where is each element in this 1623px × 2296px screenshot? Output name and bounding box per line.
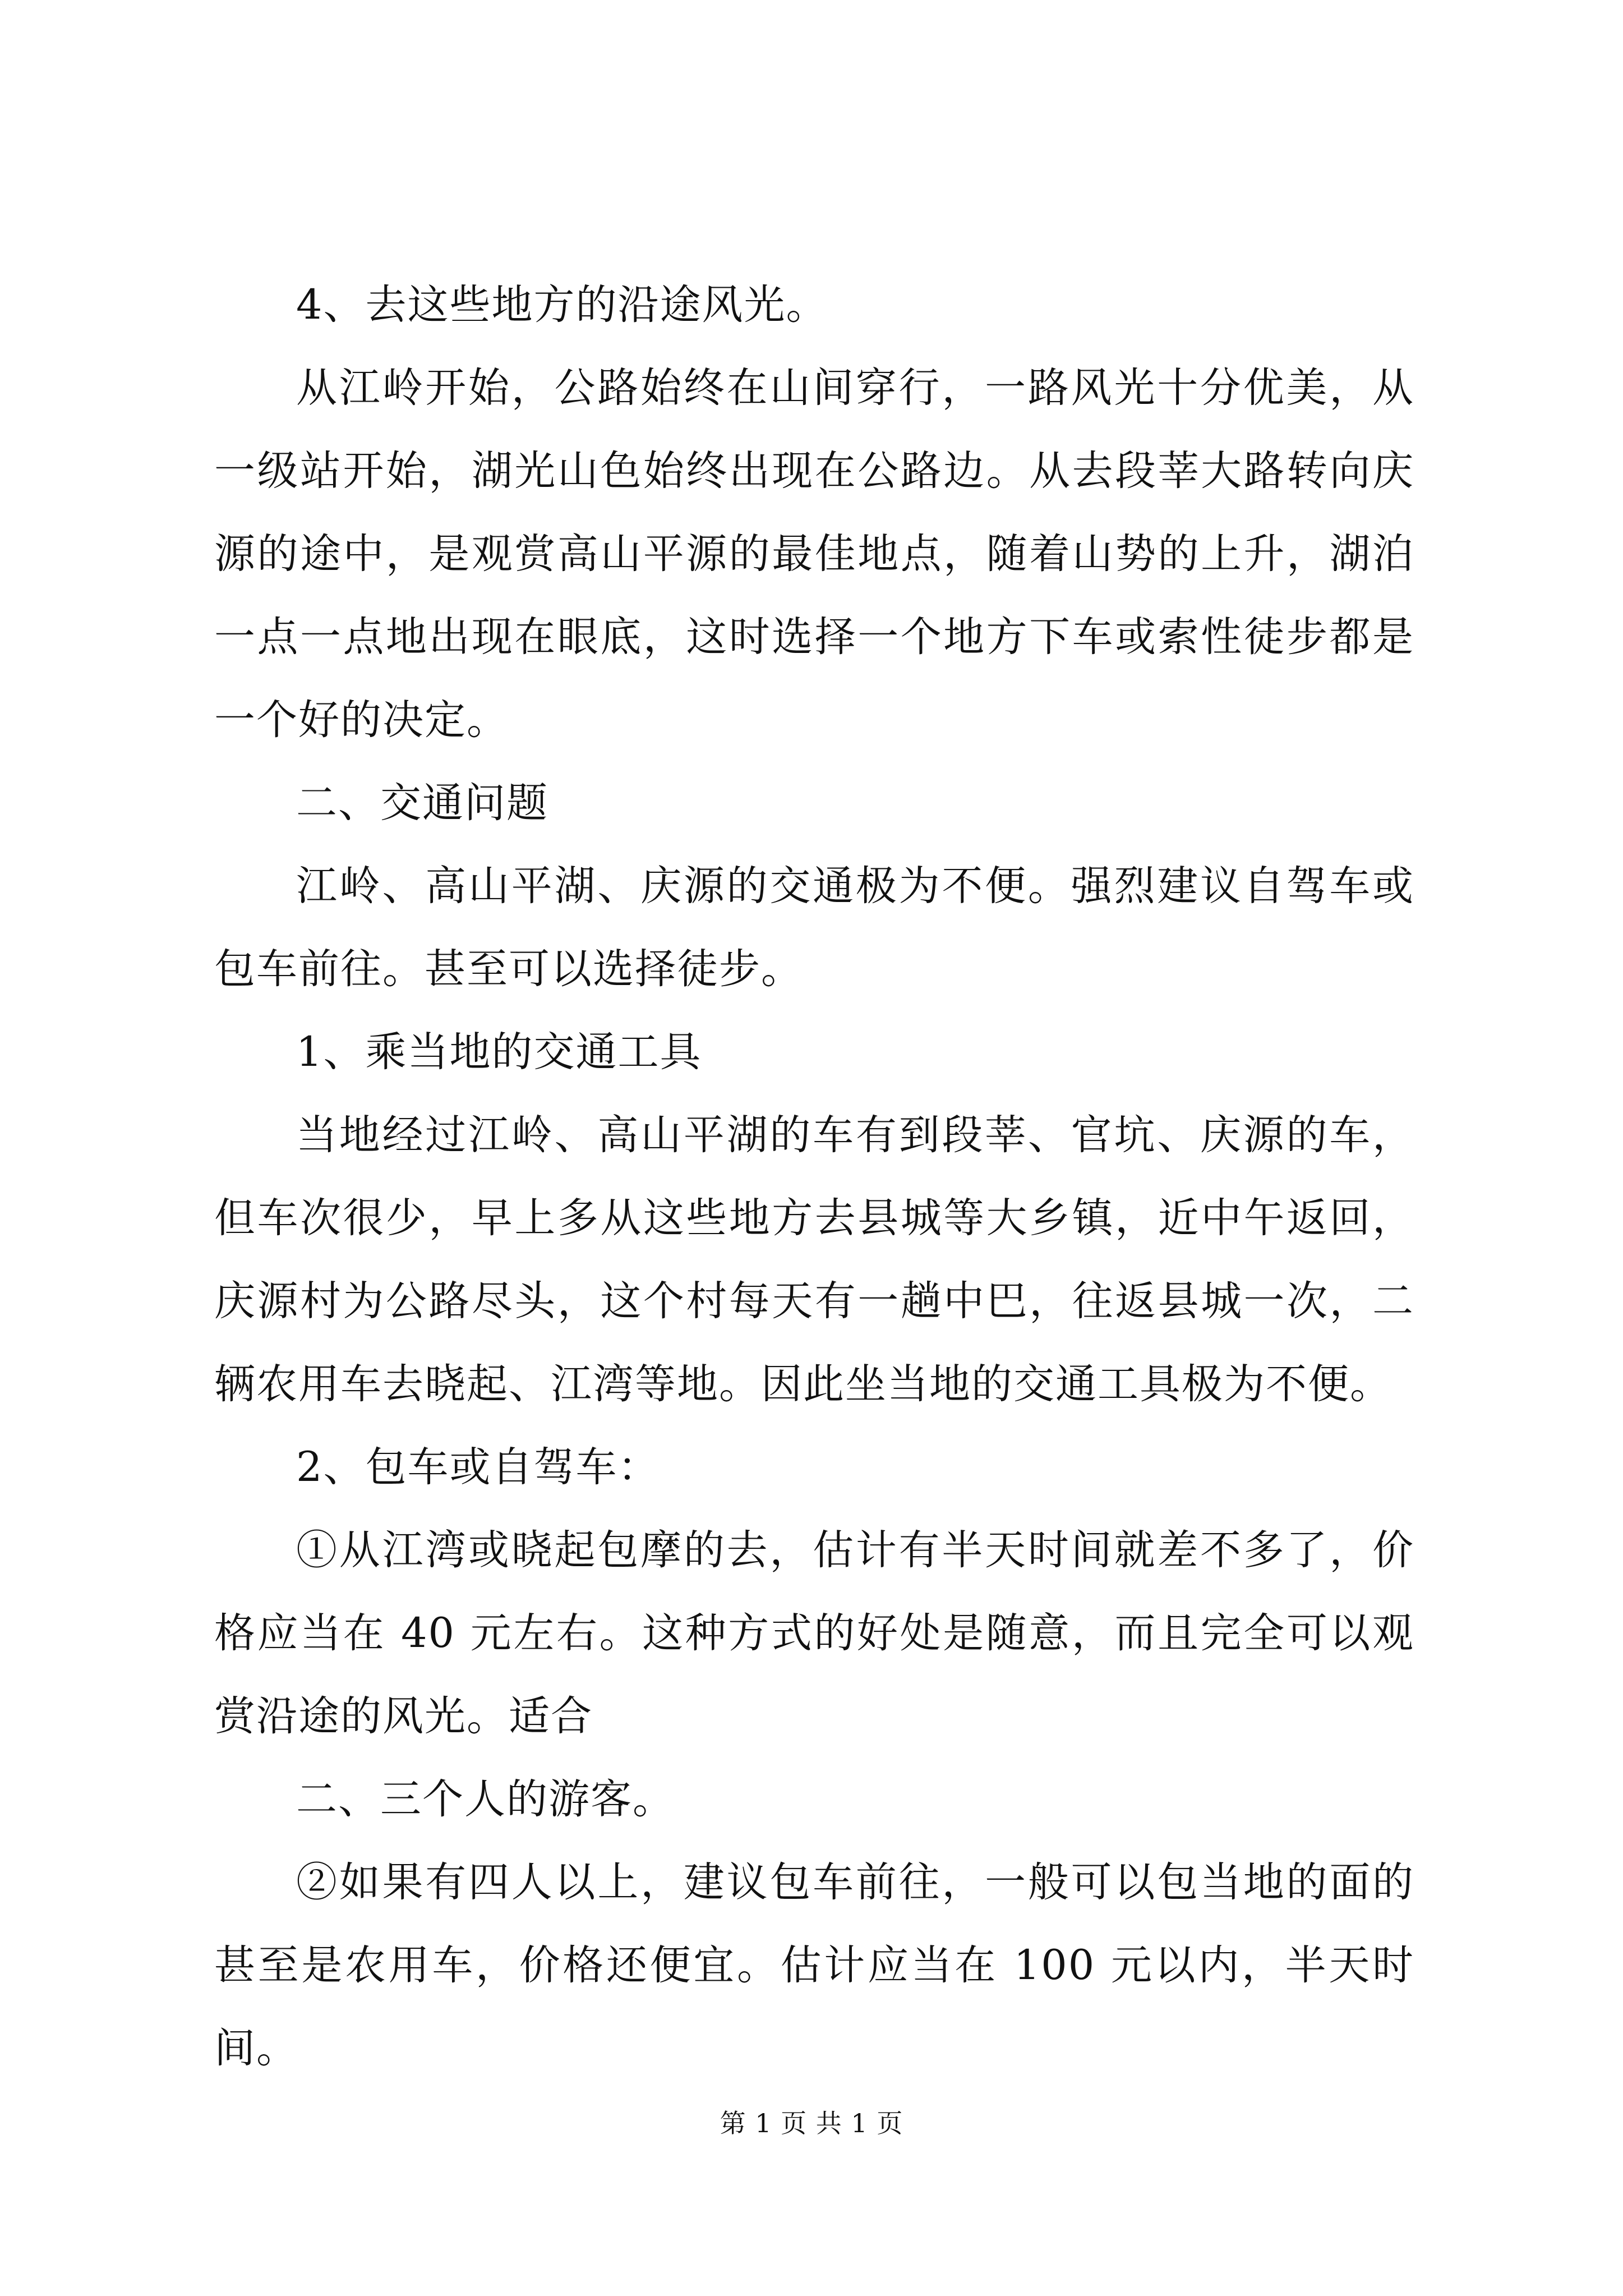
paragraph-transport-summary: 江岭、高山平湖、庆源的交通极为不便。强烈建议自驾车或包车前往。甚至可以选择徒步。 [214,862,1414,993]
paragraph-charter-option-1: ①从江湾或晓起包摩的去，估计有半天时间就差不多了，价格应当在 40 元左右。这种方式的好处是随意，而且完全可以观赏沿途的风光。适合 [214,1526,1414,1740]
paragraph-local-transport-description: 当地经过江岭、高山平湖的车有到段莘、官坑、庆源的车，但车次很少，早上多从这些地方去县城等大乡镇，近中午返回，庆源村为公路尽头，这个村每天有一趟中巴，往返县城一次，二辆农用车去晓起、江湾等地。因此坐当地的交通工具极为不便。 [214,1111,1414,1408]
page-footer: 第 1 页 共 1 页 [720,2108,903,2138]
paragraph-heading-charter: 2、包车或自驾车： [296,1443,660,1491]
paragraph-charter-option-2: ②如果有四人以上，建议包车前往，一般可以包当地的面的甚至是农用车，价格还便宜。估计应当在 100 元以内，半天时间。 [214,1858,1414,2072]
paragraph-heading-transport: 二、交通问题 [296,779,548,827]
document-body [214,264,1414,2090]
paragraph-heading-scenery: 4、去这些地方的沿途风光。 [296,281,828,329]
paragraph-charter-option-1-continued: 二、三个人的游客。 [296,1775,675,1823]
paragraph-scenery-description: 从江岭开始，公路始终在山间穿行，一路风光十分优美，从一级站开始，湖光山色始终出现在公路边。从去段莘大路转向庆源的途中，是观赏高山平源的最佳地点，随着山势的上升，湖泊一点一点地出现在眼底，这时选择一个地方下车或索性徒步都是一个好的决定。 [214,364,1414,744]
paragraph-heading-local-transport: 1、乘当地的交通工具 [296,1028,702,1076]
